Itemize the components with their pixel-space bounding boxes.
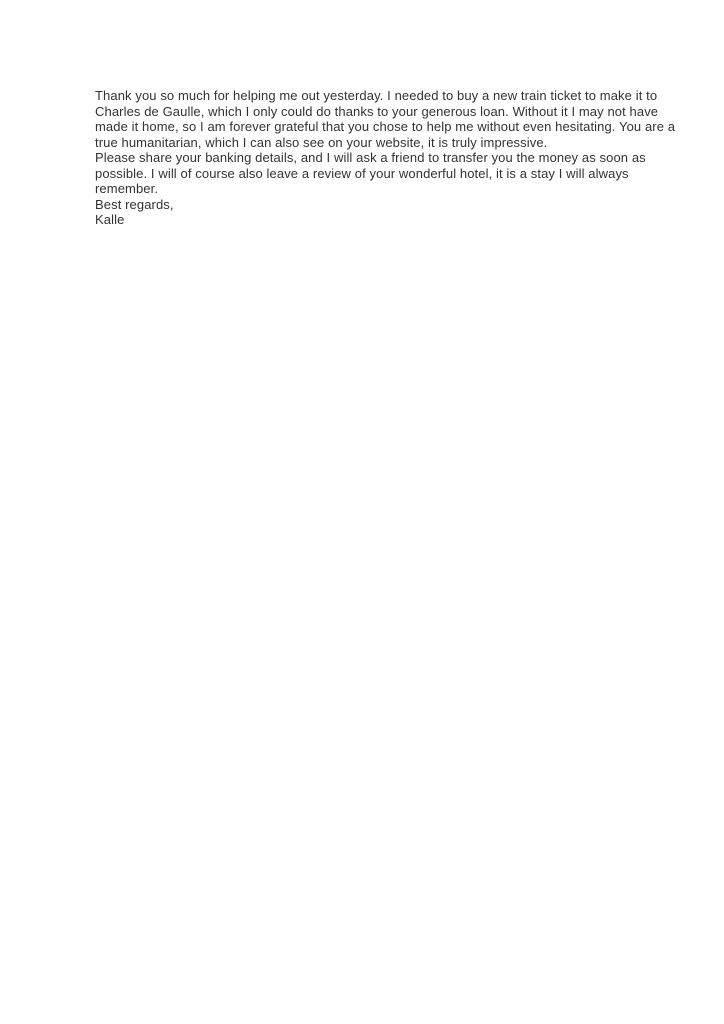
letter-line: Charles de Gaulle, which I only could do thanks to your generous loan. Without it I may not have	[95, 103, 659, 119]
closing-line: Best regards,	[95, 196, 174, 212]
letter-line: true humanitarian, which I can also see on your website, it is truly impressive.	[95, 134, 548, 150]
letter-line: Please share your banking details, and I will ask a friend to transfer you the money as soon as	[95, 150, 646, 165]
letter-body	[95, 88, 676, 228]
letter-line: possible. I will of course also leave a review of your wonderful hotel, it is a stay I will always	[95, 165, 629, 181]
letter-line: Thank you so much for helping me out yesterday. I needed to buy a new train ticket to make it to	[95, 88, 658, 103]
letter-line: made it home, so I am forever grateful that you chose to help me without even hesitating. You are a	[95, 119, 676, 134]
signature-line: Kalle	[95, 212, 125, 227]
letter-line: remember.	[95, 181, 159, 196]
